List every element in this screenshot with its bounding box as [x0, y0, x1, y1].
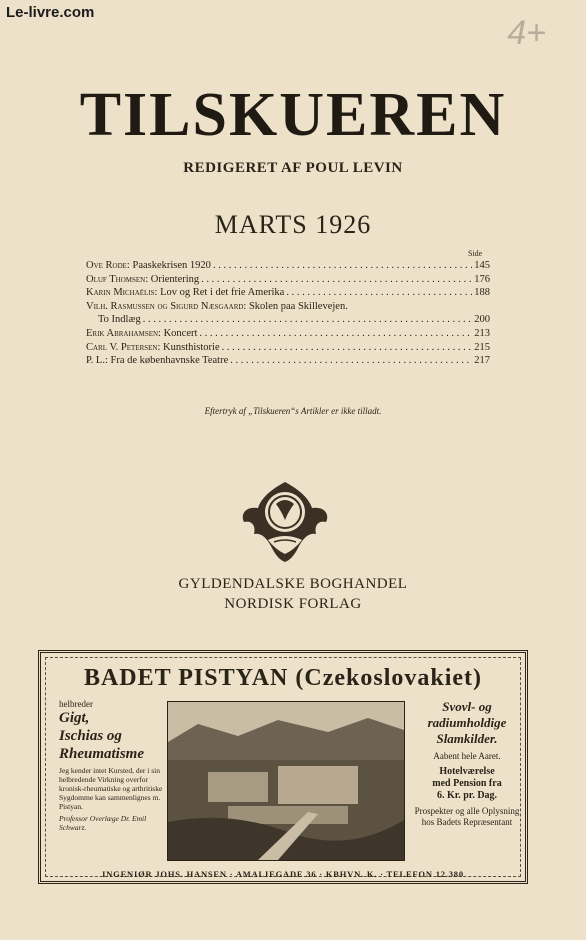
table-of-contents	[86, 259, 490, 368]
toc-article-title: Koncert	[163, 327, 198, 339]
toc-entry	[86, 341, 490, 355]
ad-testimonial: Jeg kender intet Kursted, der i sin helbredende Virkning overfor kronisk-rheumatiske og arthritiske Sygdomme kan sammenlignes m. Pistyan.	[59, 766, 163, 811]
toc-page: 217	[474, 355, 490, 367]
publisher-line-2: NORDISK FORLAG	[224, 596, 362, 612]
toc-article-title: Lov og Ret i det frie Amerika	[160, 287, 285, 299]
toc-entry	[86, 286, 490, 300]
watermark-text: Le-livre.com	[6, 4, 95, 21]
toc-article-title: Skolen paa Skillevejen.	[248, 300, 348, 312]
toc-author: Oluf Thomsen:	[86, 273, 149, 285]
toc-article-title: Orientering	[150, 273, 200, 285]
ad-feature: radiumholdige	[427, 715, 507, 730]
publisher-emblem-icon	[238, 478, 332, 564]
ad-intro: helbreder	[59, 699, 93, 709]
ad-opening: Aabent hele Aaret.	[433, 751, 501, 761]
ad-offer: med Pension fra	[432, 778, 502, 789]
toc-page: 176	[474, 273, 490, 285]
spa-town-image	[167, 701, 405, 861]
toc-author: Karin Michaëlis:	[86, 287, 158, 299]
toc-page: 215	[474, 341, 490, 353]
ad-offer: Hotelværelse	[439, 766, 495, 777]
ad-left-column	[59, 699, 171, 832]
publisher-name	[0, 574, 586, 614]
toc-article-title: Fra de københavnske Teatre	[110, 355, 229, 367]
toc-page: 145	[474, 260, 490, 271]
ad-condition: Rheumatisme	[59, 746, 145, 762]
editor-line: REDIGERET AF POUL LEVIN	[183, 160, 403, 176]
toc-author: Erik Abrahamsen:	[86, 327, 161, 339]
magazine-title: TILSKUEREN	[79, 81, 507, 149]
toc-entry	[86, 259, 490, 273]
toc-entry	[86, 313, 490, 327]
toc-author: Carl V. Petersen:	[86, 341, 161, 353]
toc-entry	[86, 327, 490, 341]
toc-page: 200	[474, 314, 490, 326]
ad-feature: Slamkilder.	[436, 731, 498, 746]
ad-offer: 6. Kr. pr. Dag.	[436, 790, 498, 801]
publisher-line-1: GYLDENDALSKE BOGHANDEL	[178, 576, 408, 592]
reprint-notice: Eftertryk af „Tilskueren“s Artikler er ikke tilladt.	[204, 406, 382, 416]
toc-author: Ove Rode:	[86, 260, 130, 271]
ad-condition: Gigt,	[59, 710, 90, 726]
ad-condition: Ischias og	[59, 728, 122, 744]
toc-article-title: Kunsthistorie	[163, 341, 220, 353]
toc-author: P. L.:	[86, 355, 108, 367]
pencil-mark: 4+	[507, 14, 546, 52]
toc-page: 188	[474, 287, 490, 299]
toc-author: Vilh. Rasmussen og Sigurd Næsgaard:	[86, 300, 247, 312]
toc-page: 213	[474, 327, 490, 339]
ad-title: BADET PISTYAN (Czekoslovakiet)	[83, 665, 483, 691]
toc-entry	[86, 300, 490, 314]
toc-entry	[86, 273, 490, 287]
toc-article-title: Paaskekrisen 1920	[132, 260, 211, 271]
advertisement-box	[38, 650, 528, 884]
ad-info: Prospekter og alle Oplysning hos Badets Repræsentant	[414, 806, 520, 827]
toc-side-label: Side	[468, 249, 483, 258]
ad-right-column	[413, 699, 521, 828]
ad-feature: Svovl- og	[442, 699, 492, 714]
ad-testimonial-signature: Professor Overlæge Dr. Emil Schwarz.	[59, 814, 147, 832]
toc-article-title: To Indlæg	[98, 314, 141, 326]
ad-footer: INGENIØR JOHS. HANSEN · AMALIEGADE 36 · KBHVN. K. · TELEFON 12.380	[102, 869, 464, 879]
issue-date: MARTS 1926	[214, 210, 372, 239]
toc-entry	[86, 354, 490, 368]
